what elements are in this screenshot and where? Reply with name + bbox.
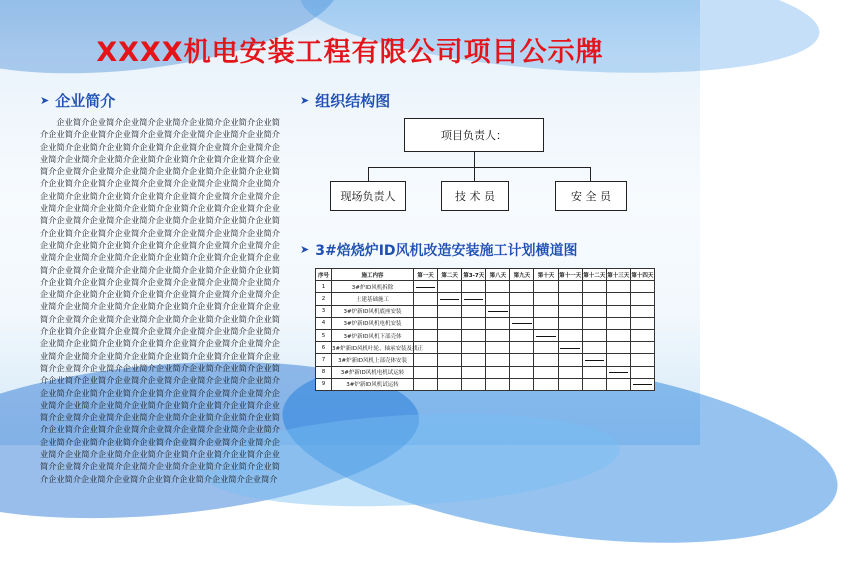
- gantt-heading: [300, 240, 578, 260]
- table-row: [316, 329, 655, 341]
- table-row: [316, 281, 655, 293]
- gantt-day-cell: [486, 378, 510, 390]
- gantt-day-cell: [462, 378, 486, 390]
- gantt-day-cell: [630, 281, 654, 293]
- gantt-day-cell: [438, 342, 462, 354]
- gantt-task: 3#炉新ID风机叶轮、轴承安装及找正: [332, 342, 414, 354]
- gantt-day-cell: [582, 366, 606, 378]
- gantt-day-cell: [582, 281, 606, 293]
- gantt-day-cell: [414, 378, 438, 390]
- double-chevron-icon: ➤: [300, 243, 310, 256]
- gantt-day-cell: [606, 342, 630, 354]
- org-box-technician: 技 术 员: [441, 181, 509, 211]
- gantt-day-cell: [630, 342, 654, 354]
- gantt-day-cell: [558, 342, 582, 354]
- org-connector: [368, 167, 590, 168]
- gantt-day-cell: [462, 342, 486, 354]
- gantt-day-cell: [510, 342, 534, 354]
- gantt-day-cell: [606, 293, 630, 305]
- gantt-day-cell: [486, 293, 510, 305]
- org-box-site-lead: 现场负责人: [330, 181, 406, 211]
- gantt-bar: [609, 372, 628, 373]
- gantt-day-cell: [558, 329, 582, 341]
- gantt-day-cell: [534, 293, 558, 305]
- gantt-day-cell: [558, 281, 582, 293]
- gantt-column-header: 第十三天: [606, 269, 630, 281]
- gantt-day-cell: [558, 305, 582, 317]
- gantt-day-cell: [534, 317, 558, 329]
- gantt-day-cell: [462, 293, 486, 305]
- gantt-day-cell: [630, 317, 654, 329]
- gantt-day-cell: [606, 329, 630, 341]
- gantt-day-cell: [606, 378, 630, 390]
- org-heading-text: 组织结构图: [315, 92, 391, 110]
- intro-heading: [40, 90, 115, 111]
- gantt-day-cell: [534, 354, 558, 366]
- gantt-day-cell: [486, 329, 510, 341]
- gantt-day-cell: [414, 342, 438, 354]
- gantt-column-header: 第八天: [486, 269, 510, 281]
- gantt-row-number: 7: [316, 354, 332, 366]
- org-connector: [474, 167, 475, 181]
- gantt-row-number: 6: [316, 342, 332, 354]
- gantt-day-cell: [606, 366, 630, 378]
- gantt-row-number: 4: [316, 317, 332, 329]
- gantt-day-cell: [414, 317, 438, 329]
- gantt-task: 3#炉新ID风机电机安装: [332, 317, 414, 329]
- gantt-day-cell: [414, 354, 438, 366]
- gantt-day-cell: [582, 293, 606, 305]
- gantt-day-cell: [534, 366, 558, 378]
- table-row: [316, 366, 655, 378]
- gantt-day-cell: [606, 354, 630, 366]
- gantt-day-cell: [510, 329, 534, 341]
- gantt-day-cell: [558, 366, 582, 378]
- gantt-day-cell: [510, 354, 534, 366]
- gantt-day-cell: [558, 354, 582, 366]
- table-row: [316, 378, 655, 390]
- gantt-day-cell: [462, 317, 486, 329]
- gantt-day-cell: [582, 317, 606, 329]
- gantt-day-cell: [582, 342, 606, 354]
- table-row: [316, 293, 655, 305]
- gantt-table: [315, 268, 655, 391]
- org-box-safety-officer: 安 全 员: [555, 181, 627, 211]
- gantt-day-cell: [462, 354, 486, 366]
- gantt-day-cell: [630, 378, 654, 390]
- gantt-day-cell: [510, 317, 534, 329]
- gantt-day-cell: [486, 281, 510, 293]
- gantt-day-cell: [438, 317, 462, 329]
- org-connector: [368, 167, 369, 181]
- gantt-day-cell: [630, 305, 654, 317]
- table-row: [316, 342, 655, 354]
- gantt-day-cell: [414, 329, 438, 341]
- gantt-day-cell: [438, 366, 462, 378]
- gantt-bar: [488, 311, 507, 312]
- gantt-task: 3#炉新ID风机电机试运转: [332, 366, 414, 378]
- gantt-column-header: 第十二天: [582, 269, 606, 281]
- gantt-day-cell: [606, 317, 630, 329]
- gantt-task: 3#炉新ID风机试运转: [332, 378, 414, 390]
- gantt-day-cell: [630, 329, 654, 341]
- gantt-column-header: 第二天: [438, 269, 462, 281]
- gantt-day-cell: [630, 366, 654, 378]
- gantt-column-header: 序号: [316, 269, 332, 281]
- gantt-day-cell: [462, 305, 486, 317]
- page-title: XXXX机电安装工程有限公司项目公示牌: [96, 37, 604, 68]
- gantt-column-header: 第十一天: [558, 269, 582, 281]
- gantt-day-cell: [534, 342, 558, 354]
- table-row: [316, 354, 655, 366]
- gantt-day-cell: [510, 366, 534, 378]
- gantt-day-cell: [630, 293, 654, 305]
- gantt-day-cell: [486, 305, 510, 317]
- gantt-day-cell: [630, 354, 654, 366]
- gantt-day-cell: [558, 378, 582, 390]
- gantt-row-number: 8: [316, 366, 332, 378]
- gantt-bar: [560, 348, 579, 349]
- gantt-column-header: 第十四天: [630, 269, 654, 281]
- gantt-day-cell: [438, 305, 462, 317]
- gantt-row-number: 5: [316, 329, 332, 341]
- gantt-heading-text: 3#焙烧炉ID风机改造安装施工计划横道图: [315, 243, 578, 259]
- gantt-day-cell: [438, 378, 462, 390]
- gantt-day-cell: [558, 293, 582, 305]
- org-connector: [474, 152, 475, 167]
- gantt-column-header: 第九天: [510, 269, 534, 281]
- gantt-task: 3#炉新ID风机上部壳体安装: [332, 354, 414, 366]
- org-box-project-lead: 项目负责人：: [404, 118, 544, 152]
- gantt-row-number: 9: [316, 378, 332, 390]
- gantt-row-number: 1: [316, 281, 332, 293]
- gantt-bar: [536, 336, 555, 337]
- gantt-row-number: 3: [316, 305, 332, 317]
- gantt-day-cell: [486, 366, 510, 378]
- gantt-day-cell: [534, 281, 558, 293]
- gantt-bar: [464, 299, 483, 300]
- gantt-day-cell: [414, 305, 438, 317]
- gantt-day-cell: [438, 293, 462, 305]
- gantt-day-cell: [582, 378, 606, 390]
- gantt-day-cell: [582, 305, 606, 317]
- gantt-day-cell: [510, 281, 534, 293]
- gantt-task: 土建基础施工: [332, 293, 414, 305]
- gantt-bar: [585, 360, 604, 361]
- gantt-day-cell: [462, 281, 486, 293]
- gantt-bar: [633, 384, 652, 385]
- gantt-day-cell: [438, 281, 462, 293]
- gantt-bar: [512, 323, 531, 324]
- gantt-column-header: 第3-7天: [462, 269, 486, 281]
- gantt-task: 3#炉新ID风机底座安装: [332, 305, 414, 317]
- gantt-column-header: 第一天: [414, 269, 438, 281]
- double-chevron-icon: ➤: [40, 94, 50, 107]
- intro-body: 企业简介企业简介企业简介企业简介企业简介企业简介企业简介企业简介企业简介企业简介企业简介企业简介企业简介企业简介企业简介企业简介企业简介企业简介企业简介企业简介企业简介企业简介企业简介企业简介企业简介企业简介企业简介企业简介企业简介企业简介企业简介企业简介企业简介企业简介企业简介企业简介企业简介企业简介企业简介企业简介企业简介企业简介企业简介企业简介企业简介企业简介企业简介企业简介企业简介企业简介企业简介企业简介企业简介企业简介企业简介企业简介企业简介企业简介企业简介企业简介企业简介企业简介企业简介企业简介企业简介企业简介企业简介企业简介企业简介企业简介企业简介企业简介企业简介企业简介企业简介企业简介企业简介企业简介企业简介企业简介企业简介企业简介企业简介企业简介企业简介企业简介企业简介企业简介企业简介企业简介企业简介企业简介企业简介企业简介企业简介企业简介企业简介企业简介企业简介企业简介企业简介企业简介企业简介企业简介企业简介企业简介企业简介企业简介企业简介企业简介企业简介企业简介企业简介企业简介企业简介企业简介企业简介企业简介企业简介企业简介企业简介企业简介企业简介企业简介企业简介企业简介企业简介企业简介企业简介企业简介企业简介企业简介企业简介企业简介企业简介企业简介企业简介企业简介企业简介企业简介企业简介企业简介企业简介企业简介企业简介企业简介企业简介企业简介企业简介企业简介企业简介企业简介企业简介企业简介企业简介企业简介企业简介企业简介企业简介企业简介企业简介企业简介企业简介企业简介企业简介企业简介企业简介企业简介企业简介企业简介企业简介企业简介企业简介企业简介企业简介企业简介企业简介企业简介企业简介企业简介企业简介企业简介企业简介企业简介企业简介企业简介企业简介企业简介企业简介企业简介企业简介企业简介企业简介企业简介企业简介企业简介企业简介企业简介企业简介企业简介企业简介企业简介企业简介企业简介企业简介企业简介企业简介企业简介企业简介企业简介企业简介企业简介企业简介企业简介企业简介企业简介企业简介: [40, 117, 280, 484]
- gantt-row-number: 2: [316, 293, 332, 305]
- gantt-day-cell: [414, 281, 438, 293]
- gantt-day-cell: [606, 281, 630, 293]
- gantt-day-cell: [582, 329, 606, 341]
- org-heading: [300, 90, 390, 111]
- gantt-day-cell: [414, 366, 438, 378]
- gantt-day-cell: [486, 354, 510, 366]
- gantt-day-cell: [606, 305, 630, 317]
- intro-heading-text: 企业简介: [55, 92, 116, 110]
- gantt-day-cell: [582, 354, 606, 366]
- gantt-day-cell: [510, 378, 534, 390]
- double-chevron-icon: ➤: [300, 94, 310, 107]
- table-row: [316, 305, 655, 317]
- gantt-day-cell: [438, 354, 462, 366]
- gantt-task: 3#炉ID风机拆除: [332, 281, 414, 293]
- gantt-day-cell: [534, 329, 558, 341]
- gantt-day-cell: [462, 329, 486, 341]
- gantt-day-cell: [510, 305, 534, 317]
- gantt-bar: [440, 299, 459, 300]
- org-connector: [590, 167, 591, 181]
- gantt-day-cell: [438, 329, 462, 341]
- gantt-day-cell: [534, 378, 558, 390]
- gantt-day-cell: [486, 342, 510, 354]
- gantt-day-cell: [414, 293, 438, 305]
- gantt-day-cell: [462, 366, 486, 378]
- gantt-header-row: [316, 269, 655, 281]
- table-row: [316, 317, 655, 329]
- gantt-bar: [416, 287, 435, 288]
- gantt-day-cell: [486, 317, 510, 329]
- gantt-day-cell: [510, 293, 534, 305]
- gantt-task: 3#炉新ID风机下部壳体: [332, 329, 414, 341]
- gantt-column-header: 施工内容: [332, 269, 414, 281]
- gantt-column-header: 第十天: [534, 269, 558, 281]
- gantt-day-cell: [558, 317, 582, 329]
- gantt-day-cell: [534, 305, 558, 317]
